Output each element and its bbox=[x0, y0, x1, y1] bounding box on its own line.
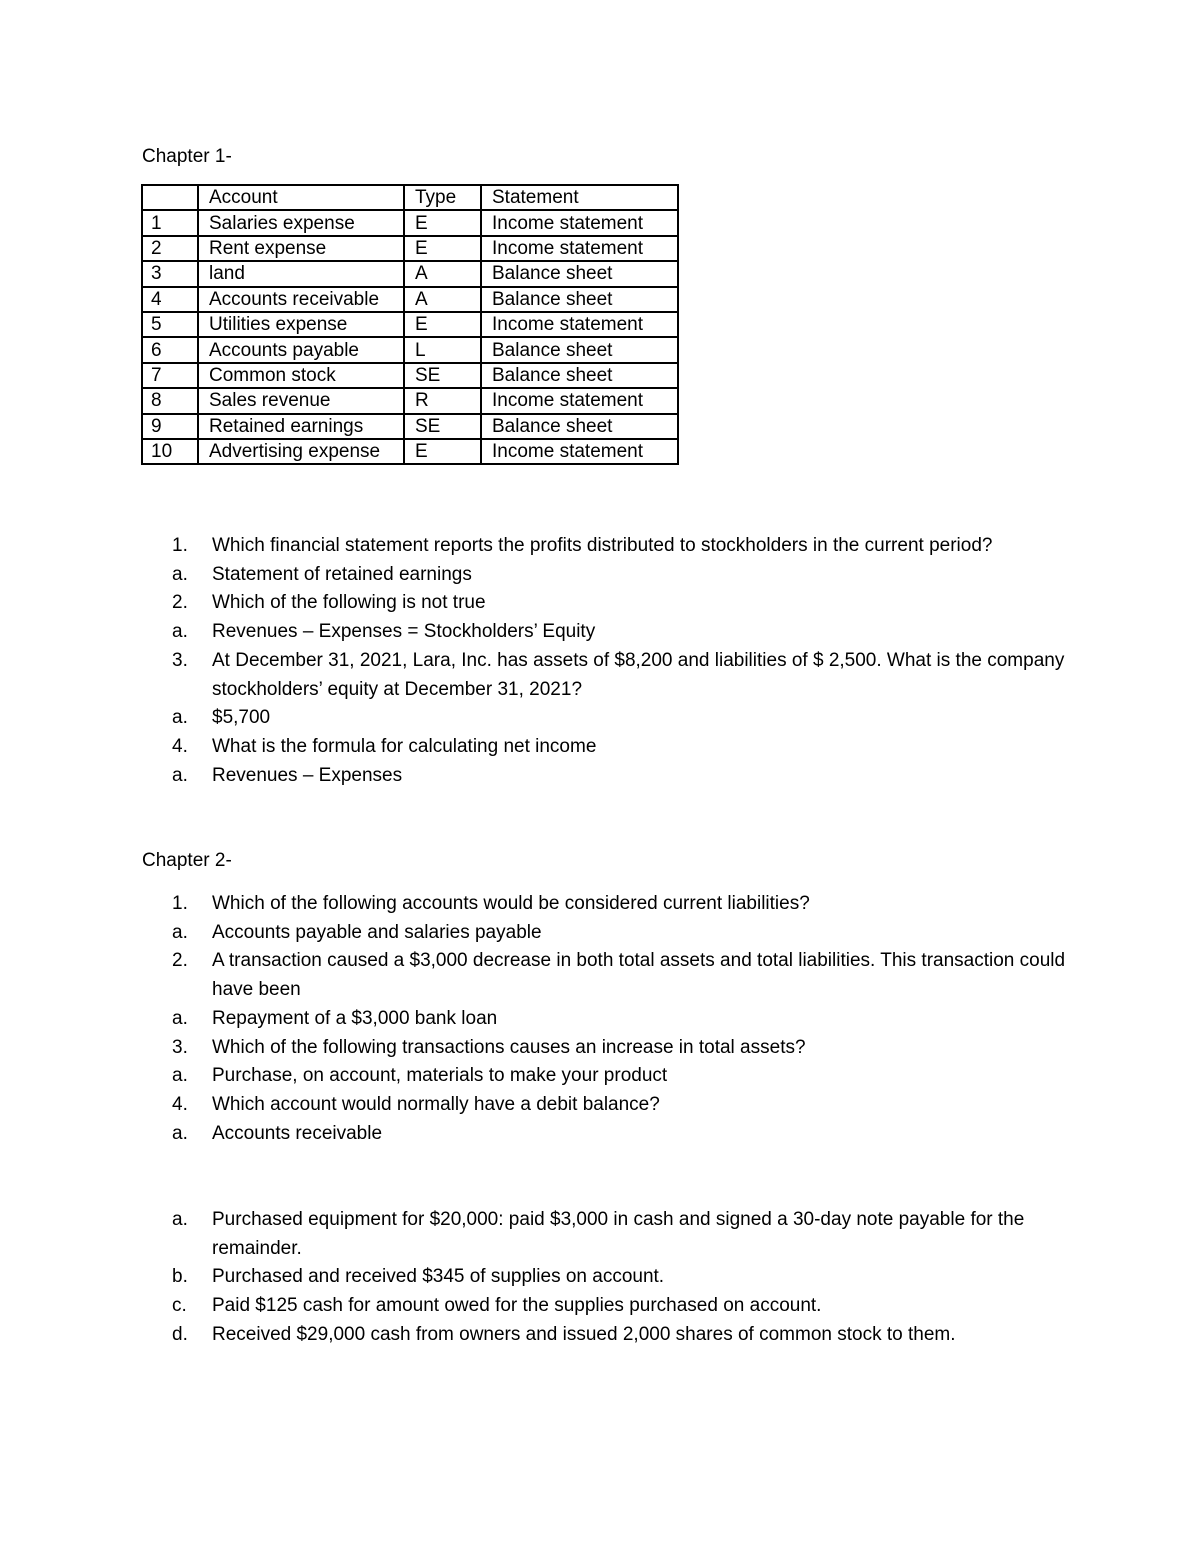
item-text: Purchased and received $345 of supplies on account. bbox=[212, 1266, 665, 1288]
row-account: Advertising expense bbox=[198, 439, 404, 464]
item-text: Revenues – Expenses bbox=[212, 764, 403, 786]
answer-item bbox=[172, 1005, 1072, 1034]
item-marker: a. bbox=[172, 921, 188, 943]
item-text: Which of the following is not true bbox=[212, 592, 486, 614]
transaction-item bbox=[172, 1292, 1072, 1321]
account-classification-table bbox=[141, 184, 679, 465]
chapter-1-heading: Chapter 1- bbox=[142, 146, 232, 167]
transaction-item bbox=[172, 1263, 1072, 1292]
row-number: 8 bbox=[142, 388, 198, 413]
item-text: Purchase, on account, materials to make your product bbox=[212, 1065, 668, 1087]
question-item bbox=[172, 733, 1072, 762]
header-statement-cell: Statement bbox=[481, 185, 678, 210]
chapter-2-heading: Chapter 2- bbox=[142, 850, 232, 871]
table-row bbox=[142, 337, 678, 362]
row-type: E bbox=[404, 210, 481, 235]
item-marker: a. bbox=[172, 1122, 188, 1144]
header-account-cell: Account bbox=[198, 185, 404, 210]
item-marker: a. bbox=[172, 1007, 188, 1029]
question-item bbox=[172, 532, 1072, 561]
row-statement: Balance sheet bbox=[481, 337, 678, 362]
row-type: L bbox=[404, 337, 481, 362]
row-type: SE bbox=[404, 363, 481, 388]
row-number: 4 bbox=[142, 287, 198, 312]
item-marker: a. bbox=[172, 764, 188, 786]
item-marker: a. bbox=[172, 563, 188, 585]
question-item bbox=[172, 1091, 1072, 1120]
item-marker: a. bbox=[172, 707, 188, 729]
table-header-row bbox=[142, 185, 678, 210]
row-type: SE bbox=[404, 414, 481, 439]
item-marker: d. bbox=[172, 1323, 188, 1345]
item-text: Which account would normally have a debit balance? bbox=[212, 1093, 660, 1115]
question-item bbox=[172, 589, 1072, 618]
item-marker: a. bbox=[172, 1065, 188, 1087]
row-statement: Balance sheet bbox=[481, 414, 678, 439]
item-text: $5,700 bbox=[212, 707, 271, 729]
table-row bbox=[142, 261, 678, 286]
item-marker: 1. bbox=[172, 535, 188, 556]
question-item bbox=[172, 647, 1072, 704]
item-text: Repayment of a $3,000 bank loan bbox=[212, 1007, 498, 1029]
row-account: Salaries expense bbox=[198, 210, 404, 235]
row-account: Common stock bbox=[198, 363, 404, 388]
row-statement: Balance sheet bbox=[481, 363, 678, 388]
table-row bbox=[142, 363, 678, 388]
item-marker: 3. bbox=[172, 1036, 188, 1058]
row-account: Accounts receivable bbox=[198, 287, 404, 312]
row-number: 3 bbox=[142, 261, 198, 286]
item-text: A transaction caused a $3,000 decrease in both total assets and total liabilities. This transaction could have been bbox=[212, 950, 1066, 1001]
table-row bbox=[142, 439, 678, 464]
item-marker: 3. bbox=[172, 649, 188, 671]
item-marker: 4. bbox=[172, 1093, 188, 1115]
row-account: land bbox=[198, 261, 404, 286]
item-text: What is the formula for calculating net income bbox=[212, 735, 597, 757]
answer-item bbox=[172, 618, 1072, 647]
row-statement: Income statement bbox=[481, 388, 678, 413]
row-type: A bbox=[404, 287, 481, 312]
item-marker: 4. bbox=[172, 735, 188, 757]
item-text: Revenues – Expenses = Stockholders’ Equity bbox=[212, 621, 596, 643]
answer-item bbox=[172, 561, 1072, 590]
answer-item bbox=[172, 762, 1072, 791]
row-account: Sales revenue bbox=[198, 388, 404, 413]
row-type: E bbox=[404, 236, 481, 261]
item-marker: a. bbox=[172, 1209, 188, 1230]
item-text: Which of the following accounts would be considered current liabilities? bbox=[212, 893, 810, 914]
row-number: 10 bbox=[142, 439, 198, 464]
question-item bbox=[172, 947, 1072, 1004]
row-type: R bbox=[404, 388, 481, 413]
row-number: 5 bbox=[142, 312, 198, 337]
item-text: Paid $125 cash for amount owed for the supplies purchased on account. bbox=[212, 1295, 822, 1317]
row-account: Accounts payable bbox=[198, 337, 404, 362]
item-text: Accounts receivable bbox=[212, 1122, 383, 1144]
row-statement: Income statement bbox=[481, 236, 678, 261]
table-row bbox=[142, 414, 678, 439]
row-number: 9 bbox=[142, 414, 198, 439]
row-number: 7 bbox=[142, 363, 198, 388]
table-row bbox=[142, 210, 678, 235]
row-account: Rent expense bbox=[198, 236, 404, 261]
answer-item bbox=[172, 704, 1072, 733]
row-statement: Balance sheet bbox=[481, 287, 678, 312]
header-type-cell: Type bbox=[404, 185, 481, 210]
row-account: Retained earnings bbox=[198, 414, 404, 439]
item-text: Which financial statement reports the profits distributed to stockholders in the current period? bbox=[212, 535, 993, 556]
row-statement: Income statement bbox=[481, 439, 678, 464]
answer-item bbox=[172, 1120, 1072, 1149]
question-item bbox=[172, 890, 1072, 919]
header-number-cell bbox=[142, 185, 198, 210]
item-text: At December 31, 2021, Lara, Inc. has assets of $8,200 and liabilities of $ 2,500. What is the company stockholders’ equity at December 31, 2021? bbox=[212, 649, 1065, 700]
table-row bbox=[142, 388, 678, 413]
transaction-item bbox=[172, 1321, 1072, 1350]
row-type: E bbox=[404, 439, 481, 464]
row-statement: Income statement bbox=[481, 210, 678, 235]
item-text: Statement of retained earnings bbox=[212, 563, 472, 585]
transaction-list bbox=[172, 1206, 1072, 1350]
item-text: Accounts payable and salaries payable bbox=[212, 921, 542, 943]
item-text: Which of the following transactions causes an increase in total assets? bbox=[212, 1036, 806, 1058]
chapter-1-questions bbox=[172, 532, 1072, 790]
item-marker: c. bbox=[172, 1295, 187, 1317]
chapter-2-questions bbox=[172, 890, 1072, 1148]
transaction-item bbox=[172, 1206, 1072, 1263]
row-number: 1 bbox=[142, 210, 198, 235]
item-marker: 1. bbox=[172, 893, 188, 914]
answer-item bbox=[172, 1062, 1072, 1091]
row-statement: Income statement bbox=[481, 312, 678, 337]
row-statement: Balance sheet bbox=[481, 261, 678, 286]
row-number: 6 bbox=[142, 337, 198, 362]
row-number: 2 bbox=[142, 236, 198, 261]
item-marker: b. bbox=[172, 1266, 188, 1288]
table-row bbox=[142, 287, 678, 312]
question-item bbox=[172, 1034, 1072, 1063]
row-type: A bbox=[404, 261, 481, 286]
item-marker: a. bbox=[172, 621, 188, 643]
table-row bbox=[142, 236, 678, 261]
table-row bbox=[142, 312, 678, 337]
answer-item bbox=[172, 919, 1072, 948]
item-text: Purchased equipment for $20,000: paid $3,000 in cash and signed a 30-day note payable for the remainder. bbox=[212, 1209, 1025, 1259]
row-type: E bbox=[404, 312, 481, 337]
item-marker: 2. bbox=[172, 950, 188, 972]
row-account: Utilities expense bbox=[198, 312, 404, 337]
item-marker: 2. bbox=[172, 592, 188, 614]
item-text: Received $29,000 cash from owners and issued 2,000 shares of common stock to them. bbox=[212, 1323, 956, 1345]
